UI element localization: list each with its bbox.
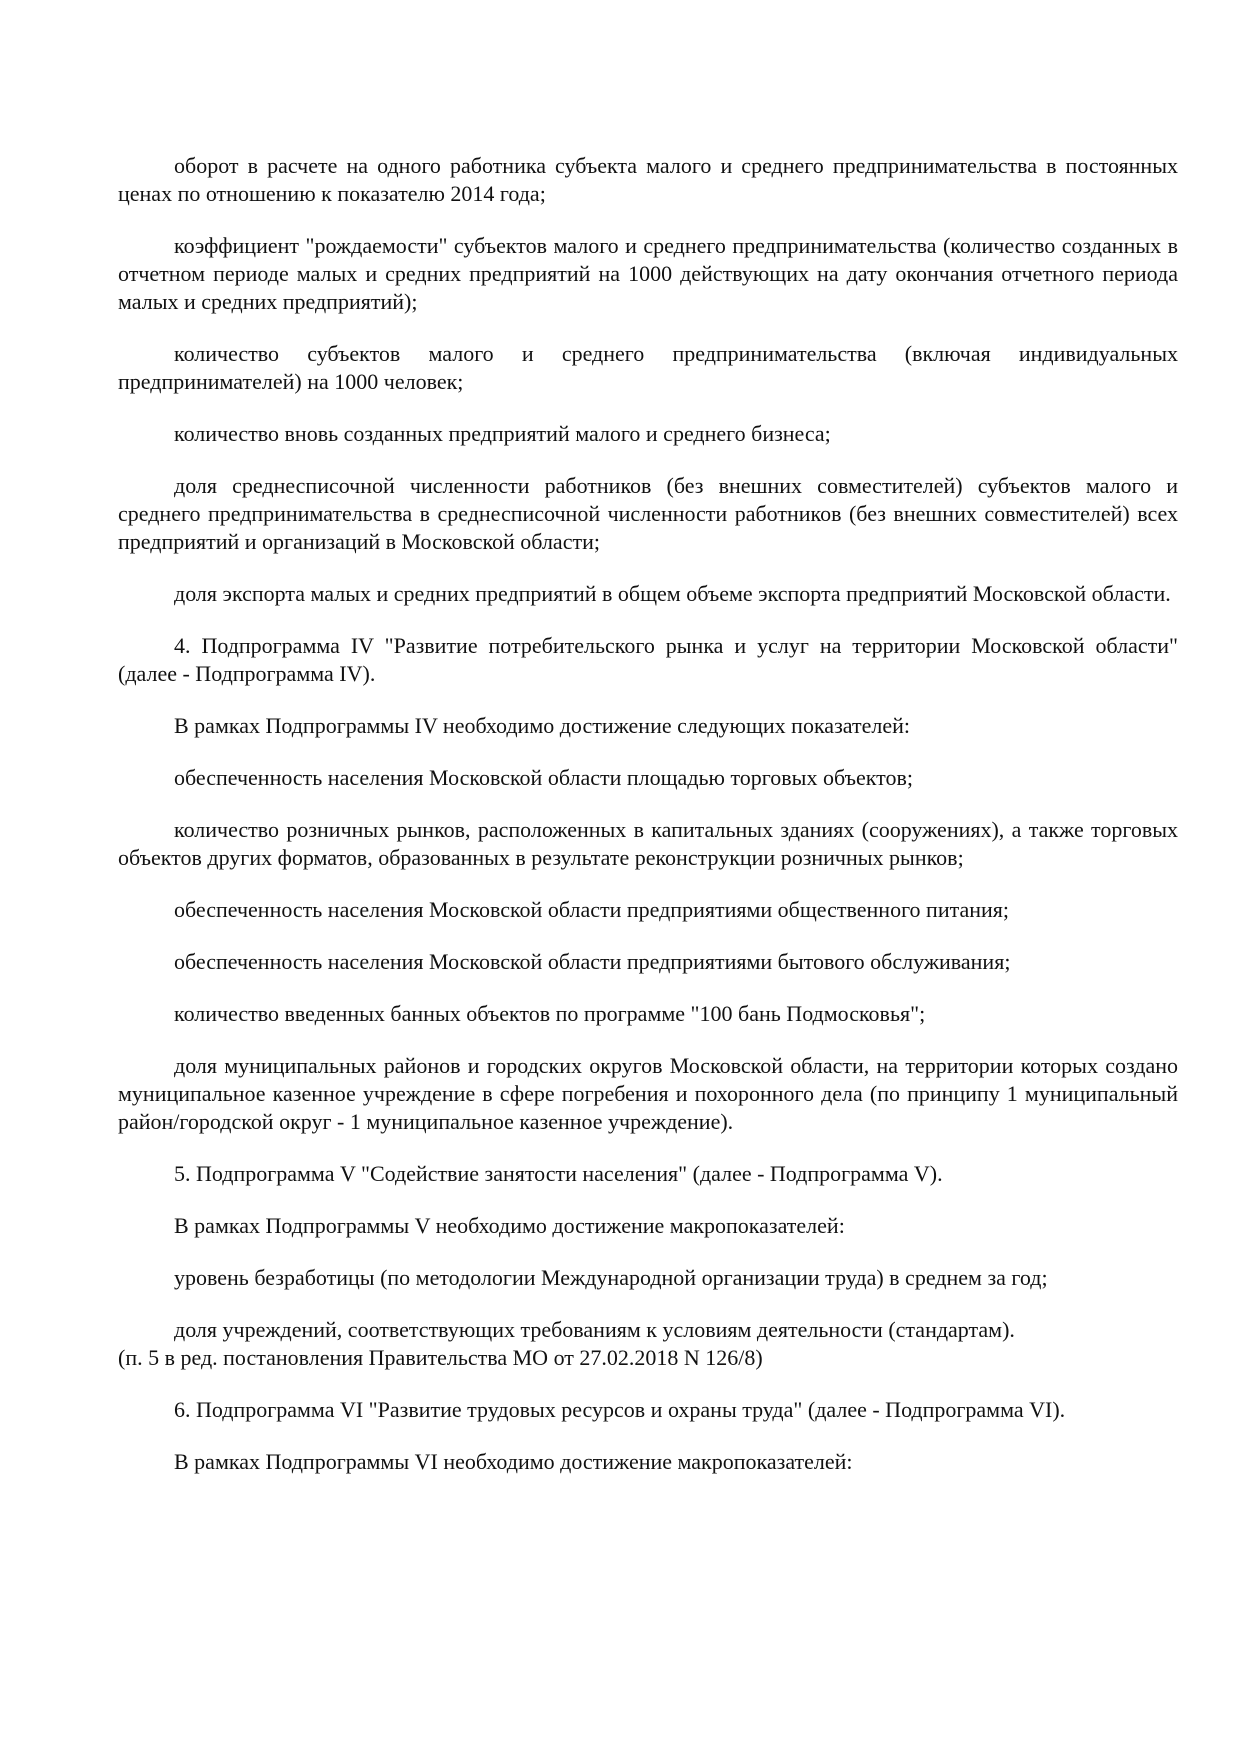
paragraph: В рамках Подпрограммы VI необходимо достижение макропоказателей: [174,1449,853,1474]
section-heading-5: 5. Подпрограмма V "Содействие занятости населения" (далее - Подпрограмма V). [174,1161,943,1186]
section-heading-4: 4. Подпрограмма IV "Развитие потребительского рынка и услуг на территории Московской области" (далее - Подпрограмма IV). [118,633,1178,686]
paragraph: оборот в расчете на одного работника субъекта малого и среднего предпринимательства в постоянных ценах по отношению к показателю 2014 года; [118,153,1178,206]
paragraph: уровень безработицы (по методологии Международной организации труда) в среднем за год; [174,1265,1048,1290]
document-page [118,152,1178,1500]
paragraph: доля экспорта малых и средних предприятий в общем объеме экспорта предприятий Московской области. [174,581,1171,606]
paragraph: обеспеченность населения Московской области предприятиями бытового обслуживания; [174,949,1011,974]
paragraph: количество вновь созданных предприятий малого и среднего бизнеса; [174,421,831,446]
paragraph: В рамках Подпрограммы V необходимо достижение макропоказателей: [174,1213,845,1238]
paragraph: количество субъектов малого и среднего предпринимательства (включая индивидуальных предпринимателей) на 1000 человек; [118,341,1178,394]
paragraph: количество введенных банных объектов по программе "100 бань Подмосковья"; [174,1001,926,1026]
paragraph: доля учреждений, соответствующих требованиям к условиям деятельности (стандартам). [174,1317,1015,1342]
paragraph: обеспеченность населения Московской области предприятиями общественного питания; [174,897,1010,922]
section-heading-6: 6. Подпрограмма VI "Развитие трудовых ресурсов и охраны труда" (далее - Подпрограмма VI). [174,1397,1066,1422]
paragraph: обеспеченность населения Московской области площадью торговых объектов; [174,765,913,790]
amendment-note: (п. 5 в ред. постановления Правительства МО от 27.02.2018 N 126/8) [118,1345,763,1370]
paragraph: доля муниципальных районов и городских округов Московской области, на территории которых создано муниципальное казенное учреждение в сфере погребения и похоронного дела (по принципу 1 муниципальный район/городской округ - 1 муниципальное казенное учреждение). [118,1053,1178,1134]
paragraph: доля среднесписочной численности работников (без внешних совместителей) субъектов малого и среднего предпринимательства в среднесписочной численности работников (без внешних совместителей) всех предприятий и организаций в Московской области; [118,473,1178,554]
paragraph: В рамках Подпрограммы IV необходимо достижение следующих показателей: [174,713,910,738]
paragraph: коэффициент "рождаемости" субъектов малого и среднего предпринимательства (количество созданных в отчетном периоде малых и средних предприятий на 1000 действующих на дату окончания отчетного периода малых и средних предприятий); [118,233,1178,314]
paragraph: количество розничных рынков, расположенных в капитальных зданиях (сооружениях), а также торговых объектов других форматов, образованных в результате реконструкции розничных рынков; [118,817,1178,870]
